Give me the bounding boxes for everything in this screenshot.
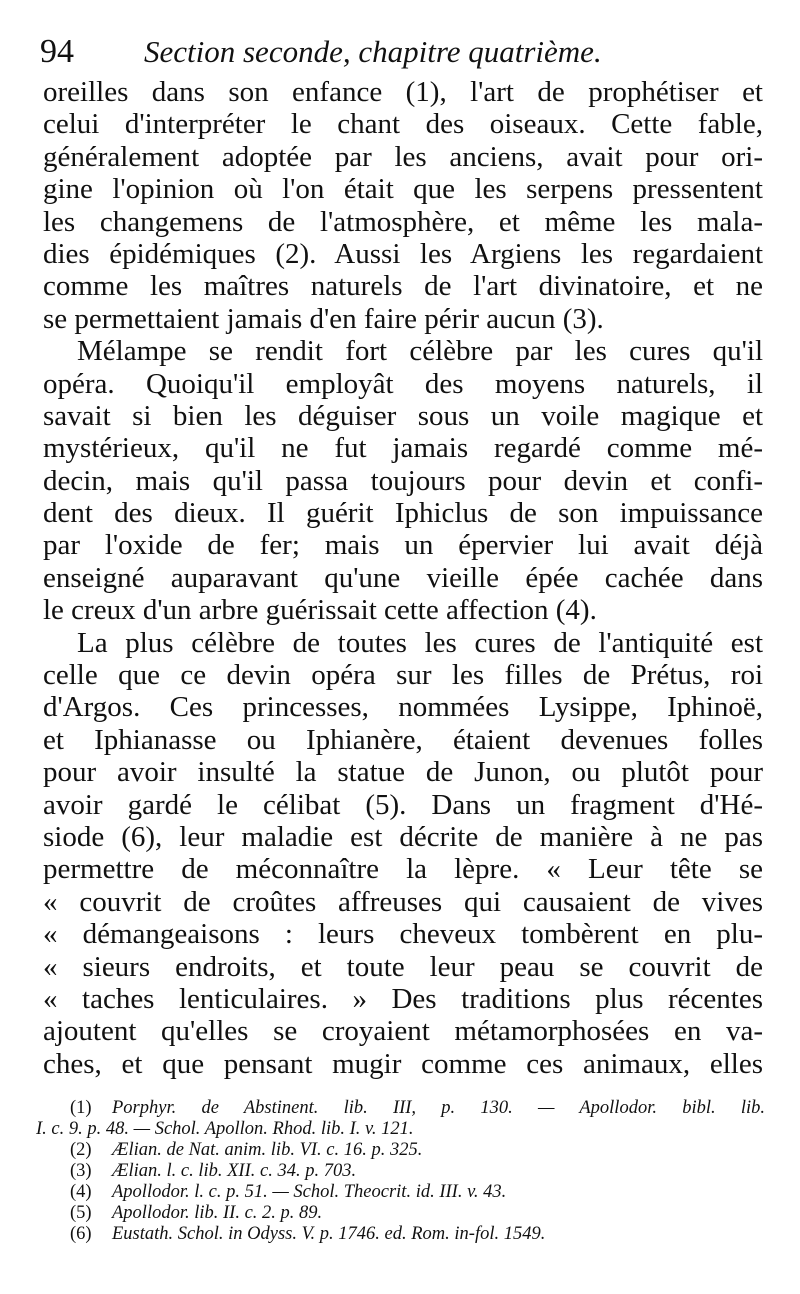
text-line: La plus célèbre de toutes les cures de l'antiquité est [77,626,763,659]
text-line: siode (6), leur maladie est décrite de manière à ne pas [43,820,763,853]
footnote-text: I. c. 9. p. 48. — Schol. Apollon. Rhod. lib. I. v. 121. [36,1119,414,1139]
text-line: « démangeaisons : leurs cheveux tombèrent en plu- [43,918,763,951]
footnote-number: (2) [70,1140,92,1160]
main-text [43,76,763,1080]
page-number: 94 [40,33,74,70]
text-line: le creux d'un arbre guérissait cette affection (4). [43,594,597,627]
footnote-number: (1) [70,1098,92,1118]
footnote-continuation [36,1119,765,1140]
text-line: d'Argos. Ces princesses, nommées Lysippe, Iphinoë, [43,691,763,724]
footnote-number: (4) [70,1182,92,1202]
footnote-number: (6) [70,1224,92,1244]
running-head: Section seconde, chapitre quatrième. [144,34,602,69]
footnote-text: Apollodor. lib. II. c. 2. p. 89. [112,1203,323,1223]
text-line: pour avoir insulté la statue de Junon, ou plutôt pour [43,756,763,789]
footnotes [36,1098,765,1245]
page-header [40,32,760,72]
footnote-text: Ælian. de Nat. anim. lib. VI. c. 16. p. 325. [112,1140,423,1160]
text-line: ajoutent qu'elles se croyaient métamorphosées en va- [43,1015,763,1048]
text-line: Mélampe se rendit fort célèbre par les cures qu'il [77,335,763,368]
text-line: decin, mais qu'il passa toujours pour devin et confi- [43,464,763,497]
text-line: « sieurs endroits, et toute leur peau se couvrit de [43,950,763,983]
text-line: opéra. Quoiqu'il employât des moyens naturels, il [43,367,763,400]
text-line: oreilles dans son enfance (1), l'art de prophétiser et [43,76,763,108]
text-line: par l'oxide de fer; mais un épervier lui avait déjà [43,529,763,562]
text-line: se permettaient jamais d'en faire périr aucun (3). [43,302,604,335]
text-line: comme les maîtres naturels de l'art divinatoire, et ne [43,270,763,303]
text-line: « couvrit de croûtes affreuses qui causaient de vives [43,885,763,918]
footnote [70,1161,765,1182]
footnote-text: Apollodor. l. c. p. 51. — Schol. Theocrit. id. III. v. 43. [112,1182,507,1202]
footnote [70,1224,765,1245]
text-line: savait si bien les déguiser sous un voile magique et [43,399,763,432]
text-line: dent des dieux. Il guérit Iphiclus de son impuissance [43,497,763,530]
text-line: mystérieux, qu'il ne fut jamais regardé comme mé- [43,432,763,465]
text-line: ches, et que pensant mugir comme ces animaux, elles [43,1047,763,1080]
text-line: les changemens de l'atmosphère, et même les mala- [43,205,763,238]
footnote [70,1182,765,1203]
text-line: celle que ce devin opéra sur les filles de Prétus, roi [43,659,763,692]
text-line: gine l'opinion où l'on était que les serpens pressentent [43,173,763,206]
footnote-number: (5) [70,1203,92,1223]
footnote [70,1098,765,1119]
text-line: généralement adoptée par les anciens, avait pour ori- [43,140,763,173]
text-line: enseigné auparavant qu'une vieille épée cachée dans [43,561,763,594]
footnote-text: Porphyr. de Abstinent. lib. III, p. 130. — Apollodor. bibl. lib. [112,1098,765,1118]
footnote-text: Eustath. Schol. in Odyss. V. p. 1746. ed. Rom. in-fol. 1549. [112,1224,546,1244]
text-line: celui d'interpréter le chant des oiseaux. Cette fable, [43,108,763,141]
footnote-number: (3) [70,1161,92,1181]
text-line: permettre de méconnaître la lèpre. « Leur tête se [43,853,763,886]
footnote-text: Ælian. l. c. lib. XII. c. 34. p. 703. [112,1161,357,1181]
footnote [70,1203,765,1224]
text-line: dies épidémiques (2). Aussi les Argiens les regardaient [43,237,763,270]
text-line: « taches lenticulaires. » Des traditions plus récentes [43,982,763,1015]
footnote [70,1140,765,1161]
text-line: et Iphianasse ou Iphianère, étaient devenues folles [43,723,763,756]
text-line: avoir gardé le célibat (5). Dans un fragment d'Hé- [43,788,763,821]
